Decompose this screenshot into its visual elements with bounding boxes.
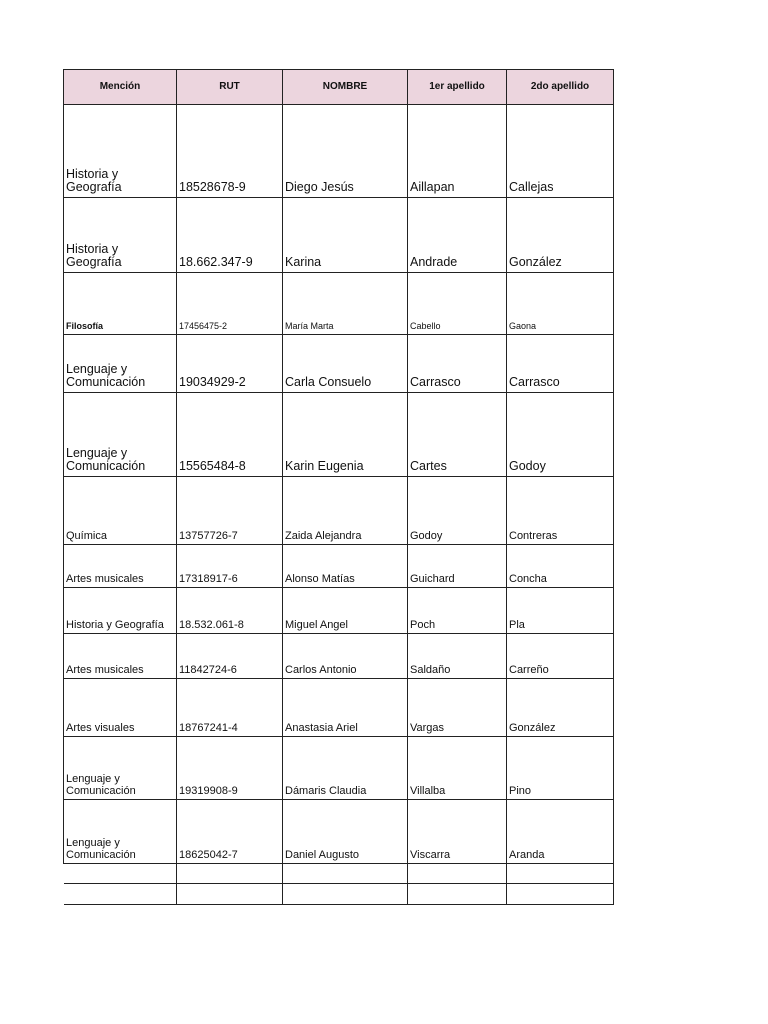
cell-nombre: Miguel Angel: [283, 588, 408, 634]
cell-2do-apellido: Pino: [507, 737, 614, 800]
header-1er-apellido: 1er apellido: [408, 70, 507, 105]
spreadsheet: [63, 69, 613, 905]
cell-rut: 18767241-4: [177, 679, 283, 737]
table-row: [64, 737, 614, 800]
table-row: [64, 588, 614, 634]
table-row: [64, 545, 614, 588]
cell-2do-apellido: Callejas: [507, 105, 614, 198]
empty-cell: [507, 884, 614, 905]
cell-rut: 19034929-2: [177, 335, 283, 393]
empty-cell: [64, 884, 177, 905]
header-mencion: Mención: [64, 70, 177, 105]
cell-1er-apellido: Cartes: [408, 393, 507, 477]
table-row: [64, 800, 614, 864]
cell-mencion: Filosofía: [64, 273, 177, 335]
empty-cell: [177, 884, 283, 905]
empty-cell: [408, 884, 507, 905]
cell-nombre: Carlos Antonio: [283, 634, 408, 679]
cell-2do-apellido: Carreño: [507, 634, 614, 679]
cell-rut: 18.532.061-8: [177, 588, 283, 634]
cell-rut: 19319908-9: [177, 737, 283, 800]
cell-nombre: Zaida Alejandra: [283, 477, 408, 545]
cell-rut: 13757726-7: [177, 477, 283, 545]
cell-1er-apellido: Carrasco: [408, 335, 507, 393]
empty-row: [64, 884, 614, 905]
table-row: [64, 634, 614, 679]
cell-2do-apellido: González: [507, 198, 614, 273]
cell-mencion: Química: [64, 477, 177, 545]
cell-mencion: Historia y Geografía: [64, 588, 177, 634]
cell-mencion: Artes musicales: [64, 545, 177, 588]
cell-mencion: Lenguaje y Comunicación: [64, 737, 177, 800]
cell-mencion: Historia y Geografía: [64, 198, 177, 273]
empty-cell: [64, 864, 177, 884]
empty-cell: [507, 864, 614, 884]
cell-mencion: Artes visuales: [64, 679, 177, 737]
cell-nombre: Daniel Augusto: [283, 800, 408, 864]
cell-nombre: Diego Jesús: [283, 105, 408, 198]
cell-nombre: Karin Eugenia: [283, 393, 408, 477]
cell-mencion: Historia y Geografía: [64, 105, 177, 198]
cell-mencion: Lenguaje y Comunicación: [64, 335, 177, 393]
cell-1er-apellido: Poch: [408, 588, 507, 634]
cell-2do-apellido: Contreras: [507, 477, 614, 545]
cell-2do-apellido: Gaona: [507, 273, 614, 335]
cell-rut: 18625042-7: [177, 800, 283, 864]
cell-mencion: Artes musicales: [64, 634, 177, 679]
table-row: [64, 679, 614, 737]
table-row: [64, 198, 614, 273]
cell-1er-apellido: Vargas: [408, 679, 507, 737]
cell-mencion: Lenguaje y Comunicación: [64, 800, 177, 864]
empty-cell: [283, 864, 408, 884]
cell-rut: 15565484-8: [177, 393, 283, 477]
students-table: [63, 69, 614, 905]
cell-nombre: Carla Consuelo: [283, 335, 408, 393]
cell-mencion: Lenguaje y Comunicación: [64, 393, 177, 477]
empty-cell: [283, 884, 408, 905]
cell-1er-apellido: Guichard: [408, 545, 507, 588]
cell-nombre: Alonso Matías: [283, 545, 408, 588]
empty-cell: [177, 864, 283, 884]
cell-2do-apellido: González: [507, 679, 614, 737]
table-row: [64, 477, 614, 545]
cell-rut: 18.662.347-9: [177, 198, 283, 273]
header-rut: RUT: [177, 70, 283, 105]
table-row: [64, 105, 614, 198]
cell-2do-apellido: Pla: [507, 588, 614, 634]
cell-1er-apellido: Andrade: [408, 198, 507, 273]
header-2do-apellido: 2do apellido: [507, 70, 614, 105]
header-nombre: NOMBRE: [283, 70, 408, 105]
cell-1er-apellido: Godoy: [408, 477, 507, 545]
cell-1er-apellido: Cabello: [408, 273, 507, 335]
cell-2do-apellido: Aranda: [507, 800, 614, 864]
cell-2do-apellido: Carrasco: [507, 335, 614, 393]
cell-rut: 18528678-9: [177, 105, 283, 198]
cell-1er-apellido: Viscarra: [408, 800, 507, 864]
table-row: [64, 273, 614, 335]
empty-cell: [408, 864, 507, 884]
cell-1er-apellido: Villalba: [408, 737, 507, 800]
empty-row: [64, 864, 614, 884]
cell-rut: 17456475-2: [177, 273, 283, 335]
cell-rut: 11842724-6: [177, 634, 283, 679]
table-row: [64, 393, 614, 477]
cell-nombre: Anastasia Ariel: [283, 679, 408, 737]
cell-rut: 17318917-6: [177, 545, 283, 588]
cell-2do-apellido: Concha: [507, 545, 614, 588]
table-row: [64, 335, 614, 393]
cell-1er-apellido: Aillapan: [408, 105, 507, 198]
cell-nombre: María Marta: [283, 273, 408, 335]
cell-1er-apellido: Saldaño: [408, 634, 507, 679]
cell-2do-apellido: Godoy: [507, 393, 614, 477]
cell-nombre: Dámaris Claudia: [283, 737, 408, 800]
cell-nombre: Karina: [283, 198, 408, 273]
header-row: [64, 70, 614, 105]
